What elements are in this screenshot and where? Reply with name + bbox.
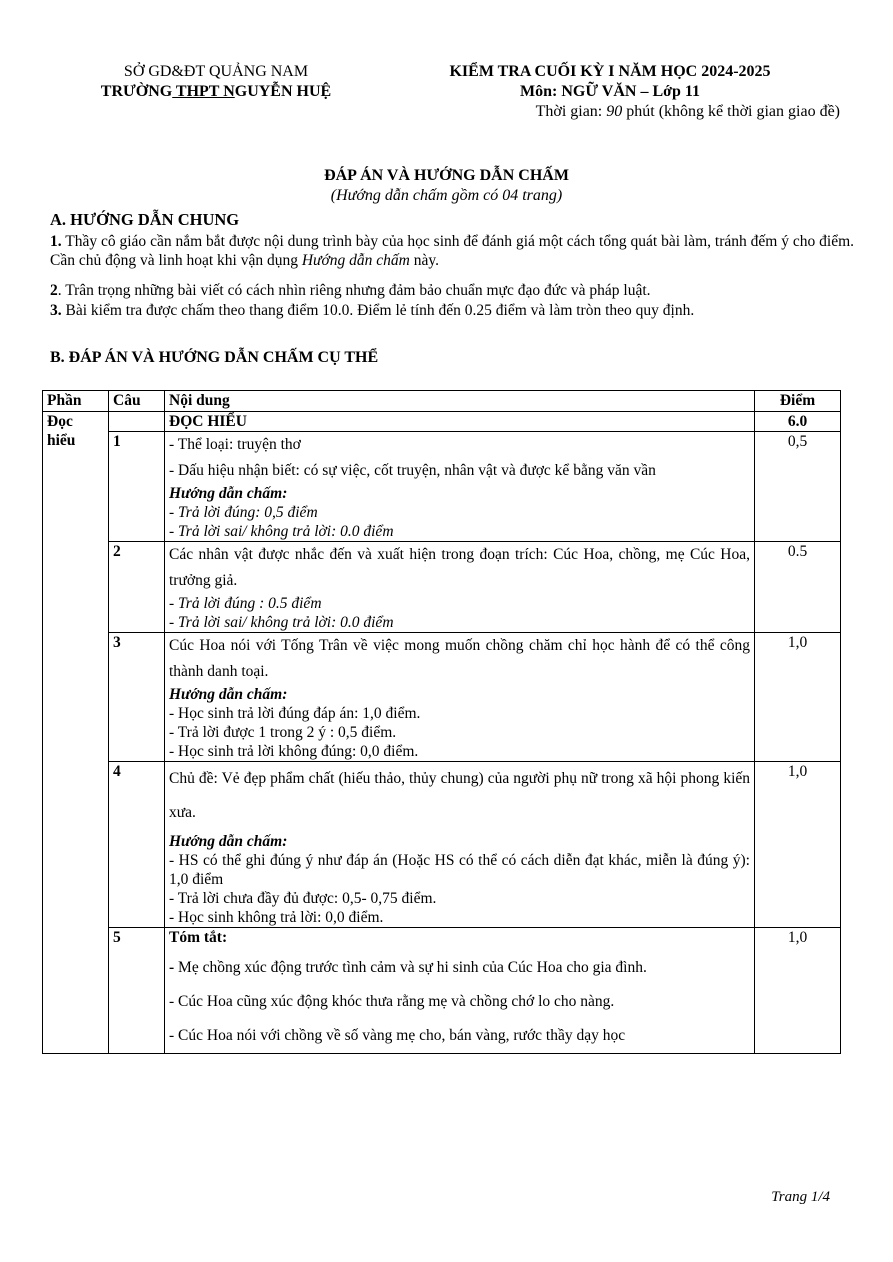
answer-content: Tóm tắt: - Mẹ chồng xúc động trước tình cảm và sự hi sinh của Cúc Hoa cho gia đình. - Cúc Hoa cũng xúc động khóc thưa rằng mẹ và chồng chớ lo cho nàng. - Cúc Hoa nói với chồng về số vàng mẹ cho, bán vàng, rước thầy dạy học xyxy=(165,928,755,1054)
answer-content: Chủ đề: Vẻ đẹp phẩm chất (hiếu thảo, thủy chung) của người phụ nữ trong xã hội phong kiến xưa. Hướng dẫn chấm: - HS có thể ghi đúng ý như đáp án (Hoặc HS có thể có cách diễn đạt khác, miễn là đúng ý): 1,0 điểm - Trả lời chưa đầy đủ được: 0,5- 0,75 điểm. - Học sinh không trả lời: 0,0 điểm. xyxy=(165,762,755,928)
table-header-row xyxy=(43,391,841,412)
grading-table xyxy=(42,390,841,1054)
table-row xyxy=(43,412,841,432)
school-name: TRƯỜNG THPT NGUYỄN HUỆ xyxy=(100,83,332,100)
header-right xyxy=(380,62,840,122)
table-row xyxy=(43,432,841,542)
question-number: 4 xyxy=(109,762,165,928)
answer-content: - Thể loại: truyện thơ - Dấu hiệu nhận biết: có sự việc, cốt truyện, nhân vật và được kể bằng văn vần Hướng dẫn chấm: - Trả lời đúng: 0,5 điểm - Trả lời sai/ không trả lời: 0.0 điểm xyxy=(165,432,755,542)
document-subtitle: (Hướng dẫn chấm gồm có 04 trang) xyxy=(330,187,563,204)
department-name: SỞ GD&ĐT QUẢNG NAM xyxy=(123,63,309,80)
page-number: Trang 1/4 xyxy=(771,1189,830,1205)
question-number: 3 xyxy=(109,633,165,762)
header-left xyxy=(66,62,366,102)
general-guideline-2: 2. Trân trọng những bài viết có cách nhìn riêng nhưng đảm bảo chuẩn mực đạo đức và pháp luật. xyxy=(50,282,651,299)
question-score: 1,0 xyxy=(755,762,841,928)
exam-title: KIỂM TRA CUỐI KỲ I NĂM HỌC 2024-2025 xyxy=(449,63,771,80)
section-reading-score: 6.0 xyxy=(755,412,841,432)
header-diem: Điểm xyxy=(755,391,841,412)
document-title: ĐÁP ÁN VÀ HƯỚNG DẪN CHẤM xyxy=(324,167,569,184)
exam-subject: Môn: NGỮ VĂN – Lớp 11 xyxy=(520,83,700,100)
header-cau: Câu xyxy=(109,391,165,412)
question-score: 0.5 xyxy=(755,542,841,633)
part-label: Đọc hiểu xyxy=(43,412,109,1054)
question-number: 5 xyxy=(109,928,165,1054)
section-reading-label: ĐỌC HIỂU xyxy=(165,412,755,432)
question-number: 2 xyxy=(109,542,165,633)
question-score: 1,0 xyxy=(755,633,841,762)
general-guideline-1: 1. Thầy cô giáo cần nắm bắt được nội dung trình bày của học sinh để đánh giá một cách tổng quát bài làm, tránh đếm ý cho điểm. Cần chủ động và linh hoạt khi vận dụng Hướng dẫn chấm này. xyxy=(50,233,854,269)
question-number: 1 xyxy=(109,432,165,542)
header-noi-dung: Nội dung xyxy=(165,391,755,412)
table-row xyxy=(43,633,841,762)
exam-time: Thời gian: 90 phút (không kể thời gian giao đề) xyxy=(535,103,840,120)
section-b-heading: B. ĐÁP ÁN VÀ HƯỚNG DẪN CHẤM CỤ THỂ xyxy=(50,349,379,366)
question-score: 1,0 xyxy=(755,928,841,1054)
question-score: 0,5 xyxy=(755,432,841,542)
answer-content: Cúc Hoa nói với Tống Trân về việc mong muốn chồng chăm chỉ học hành để có thể công thành danh toại. Hướng dẫn chấm: - Học sinh trả lời đúng đáp án: 1,0 điểm. - Trả lời được 1 trong 2 ý : 0,5 điểm. - Học sinh trả lời không đúng: 0,0 điểm. xyxy=(165,633,755,762)
answer-content: Các nhân vật được nhắc đến và xuất hiện trong đoạn trích: Cúc Hoa, chồng, mẹ Cúc Hoa, trưởng giả. - Trả lời đúng : 0.5 điểm - Trả lời sai/ không trả lời: 0.0 điểm xyxy=(165,542,755,633)
header-phan: Phần xyxy=(43,391,109,412)
table-row xyxy=(43,762,841,928)
general-guideline-3: 3. Bài kiểm tra được chấm theo thang điểm 10.0. Điểm lẻ tính đến 0.25 điểm và làm tròn theo quy định. xyxy=(50,302,695,319)
table-row xyxy=(43,928,841,1054)
section-a-heading: A. HƯỚNG DẪN CHUNG xyxy=(50,210,240,229)
table-row xyxy=(43,542,841,633)
